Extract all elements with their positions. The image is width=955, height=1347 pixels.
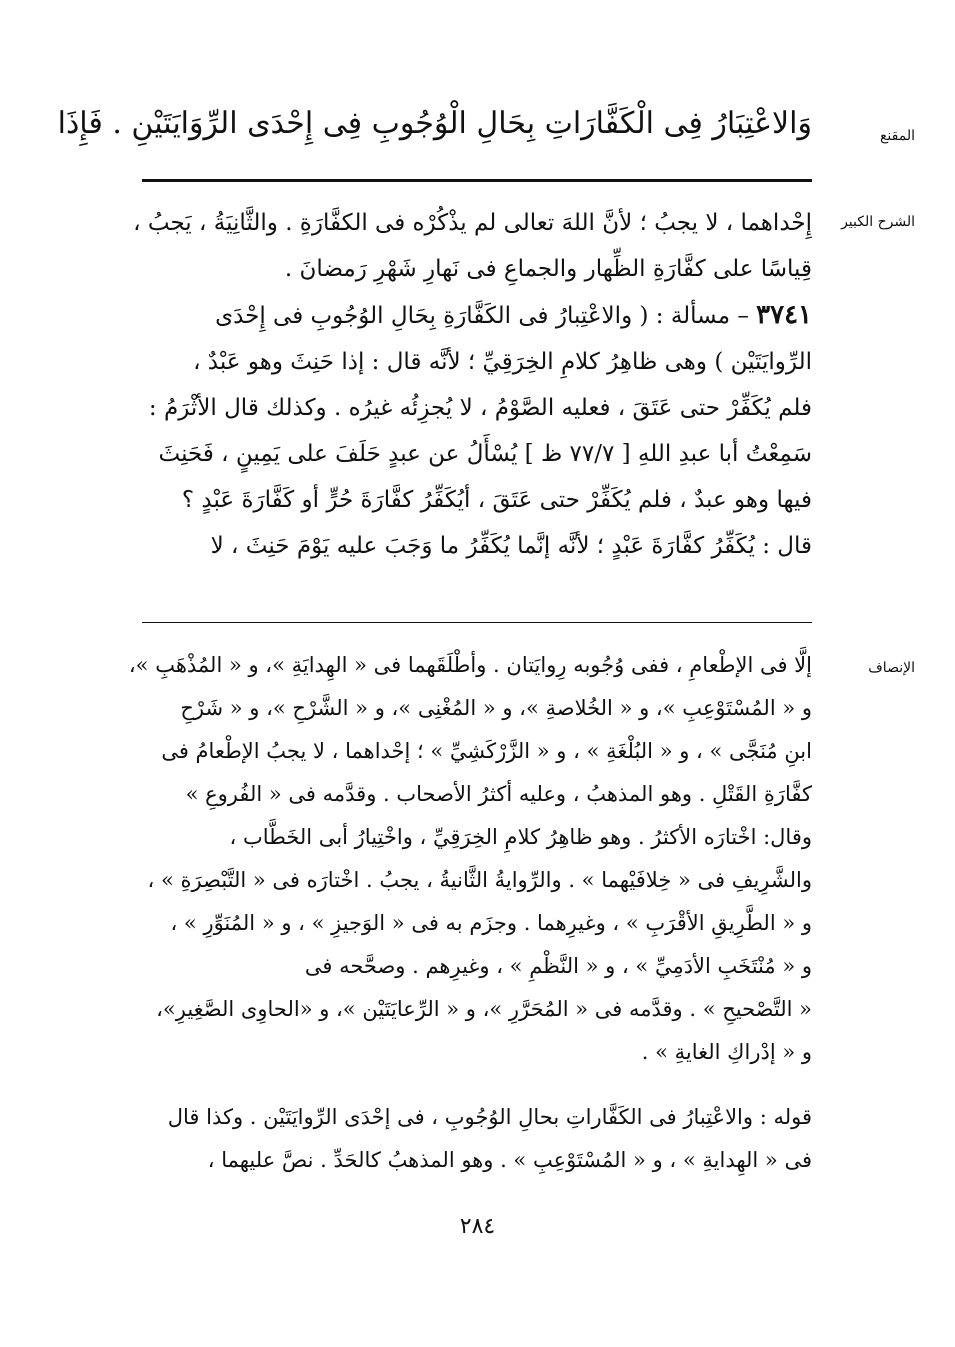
insaf-line: كفَّارَةِ القَتْلِ . وهو المذهبُ ، وعليه أكثرُ الأصحاب . وقدَّمه فى « الفُروعِ » <box>185 782 812 806</box>
insaf-line: إلَّا فى الإطْعامِ ، ففى وُجُوبه رِوايَتان . وأطْلَقَهما فى « الهِدايَةِ »، و « المُذْهَبِ »، <box>128 653 812 677</box>
insaf-line: و « مُنْتَخَبِ الأدَمِيِّ » ، و « النَّظْمِ » ، وغيرِهم . وصحَّحه فى <box>304 954 812 978</box>
sharh-label: الشرح الكبير <box>841 214 915 230</box>
qawluh-line: فى « الهِدايةِ » ، و « المُسْتَوْعِبِ » . وهو المذهبُ كالحَدِّ . نصَّ عليهما ، <box>207 1148 812 1172</box>
insaf-line: و « الطَّرِيقِ الأقْرَبِ » ، وغيرِهما . وجزَم به فى « الوَجيزِ » ، و « المُنَوِّرِ » ، <box>170 911 812 935</box>
sharh-issue-line <box>142 292 812 339</box>
sharh-line: فيها وهو عبدٌ ، فلم يُكَفِّرْ حتى عَتَقَ ، أيُكَفِّرُ كفَّارَةَ حُرٍّ أو كَفَّارَةَ عَبْدٍ ؟ <box>181 487 812 513</box>
sharh-line: سَمِعْتُ أبا عبدِ اللهِ [ ٧٧/٧ ظ ] يُسْأَلُ عن عبدٍ حَلَفَ على يَمِينٍ ، فَحَنِثَ <box>158 441 812 467</box>
issue-heading-text: – مسألة : ( والاعْتِبارُ فى الكَفَّارَةِ بِحَالِ الوُجُوبِ فى إِحْدَى <box>215 303 757 329</box>
sharh-line: قال : يُكَفِّرُ كفَّارَةَ عَبْدٍ ؛ لأنَّه إنَّما يُكَفِّرُ ما وَجَبَ عليه يَوْمَ حَنِثَ ، لا <box>210 533 812 559</box>
sharh-line: إِحْداهما ، لا يجبُ ؛ لأنَّ اللهَ تعالى لم يذْكُرْه فى الكفَّارَةِ . والثَّانِيَةُ ، يَجبُ ، <box>133 210 812 236</box>
sharh-line: قِياسًا على كفَّارَةِ الظِّهار والجماعِ فى نَهارِ شَهْرِ رَمضانَ . <box>284 256 812 282</box>
insaf-label: الإنصاف <box>868 660 915 676</box>
section-divider <box>142 622 812 623</box>
sharh-line: الرِّوايَتَيْن ) وهى ظاهِرُ كلامِ الخِرَقِيِّ ؛ لأنَّه قال : إذا حَنِثَ وهو عَبْدٌ ، <box>193 349 812 375</box>
sharh-line: فلم يُكَفِّرْ حتى عَتَقَ ، فعليه الصَّوْمُ ، لا يُجزِئُه غيرُه . وكذلك قال الأثْرَمُ : <box>148 395 812 421</box>
insaf-line: « التَّصْحيحِ » . وقدَّمه فى « المُحَرَّرِ »، و « الرِّعايَتَيْن »، و «الحاوِى الصَّغِيرِ»، <box>156 997 812 1021</box>
header-divider <box>142 179 812 182</box>
insaf-line: وقال: اخْتارَه الأكثرُ . وهو ظاهِرُ كلامِ الخِرَقِيِّ ، واخْتِيارُ أبى الخَطَّاب ، <box>229 825 812 849</box>
insaf-line: و « المُسْتَوْعِبِ »، و « الخُلاصةِ »، و « المُغْنِى »، و « الشَّرْحِ »، و « شَرْحِ <box>180 696 812 720</box>
issue-number: ٣٧٤١ <box>756 300 812 330</box>
qawluh-line: قوله : والاعْتِبارُ فى الكَفَّاراتِ بحالِ الوُجُوبِ ، فى إحْدَى الرِّوايَتَيْن . وكذا قال <box>167 1105 812 1129</box>
sharh-text-block <box>133 200 812 569</box>
insaf-text-block <box>128 644 812 1074</box>
muqni-text-block <box>57 92 812 156</box>
page-number: ٢٨٤ <box>459 1214 496 1239</box>
qawluh-text-block <box>142 1096 812 1182</box>
muqni-label: المقنع <box>879 128 915 144</box>
insaf-line: ابنِ مُنَجَّى » ، و « البُلْغَةِ » ، و « الزَّرْكَشِيِّ » ؛ إحْداهما ، لا يجبُ الإطْعامُ فى <box>161 739 812 763</box>
insaf-line: و « إدْراكِ الغايةِ » . <box>641 1040 812 1064</box>
muqni-line: وَالاعْتِبَارُ فِى الْكَفَّارَاتِ بِحَالِ الْوُجُوبِ فِى إِحْدَى الرِّوَايَتَيْنِ . فَإِذَا <box>57 106 812 141</box>
insaf-line: والشَّرِيفِ فى « خِلافَيْهما » . والرِّوايةُ الثَّانيةُ ، يجبُ . اخْتارَه فى « التَّبْصِرَةِ » ، <box>147 868 812 892</box>
